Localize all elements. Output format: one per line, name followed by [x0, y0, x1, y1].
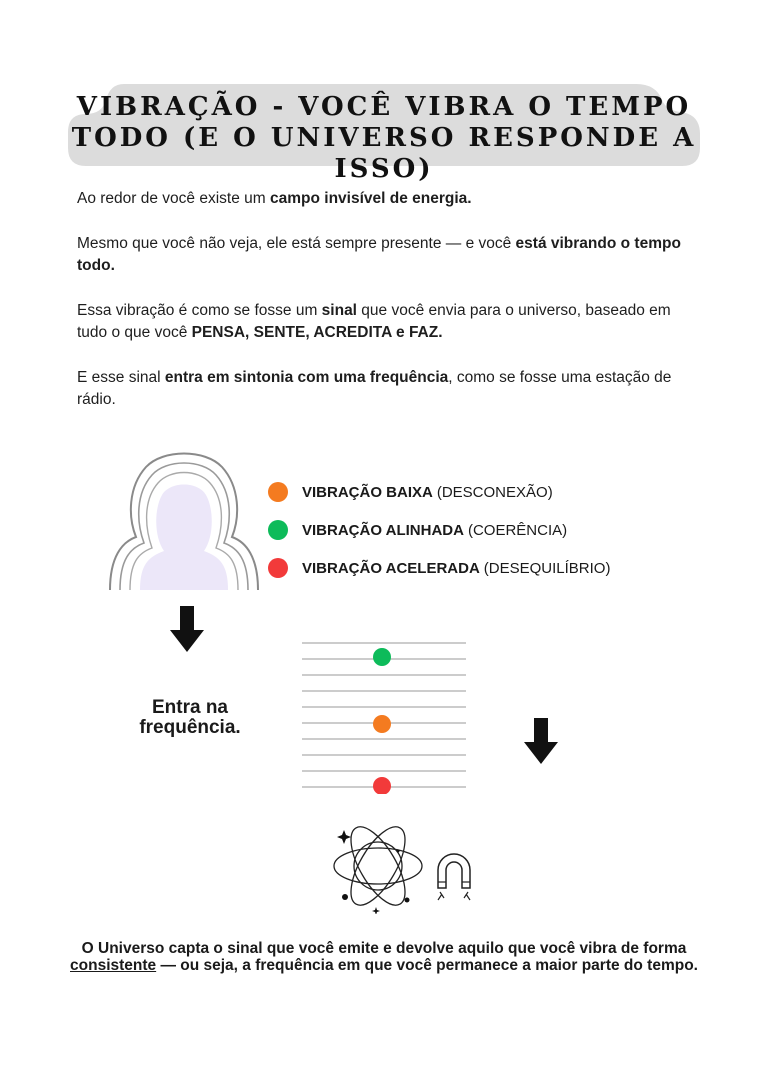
p1-text: Ao redor de você existe um	[77, 190, 270, 207]
p3-bold-acoes: PENSA, SENTE, ACREDITA e FAZ.	[191, 324, 443, 341]
p3-text-a: Essa vibração é como se fosse um	[77, 302, 322, 319]
page-title	[68, 92, 700, 185]
orange-dot-icon	[268, 482, 288, 502]
p4-bold: entra em sintonia com uma frequência	[164, 369, 449, 386]
green-dot-icon	[268, 520, 288, 540]
paragraph-vibrando	[77, 233, 697, 277]
p1-bold: campo invisível de energia.	[270, 190, 472, 207]
frequency-staff-icon	[302, 642, 468, 794]
orbit-icon	[330, 818, 426, 914]
footer-text-c: — ou seja, a frequência em que você permanece a maior parte do tempo.	[156, 957, 698, 974]
p2-text: Mesmo que você não veja, ele está sempre presente — e você	[77, 235, 516, 252]
entra-line-1: Entra na	[151, 697, 229, 718]
green-dot-icon	[373, 648, 391, 666]
magnet-icon	[432, 848, 476, 904]
p4-text-c: , como se fosse uma estação de rádio.	[77, 369, 672, 408]
red-dot-icon	[268, 558, 288, 578]
title-line-1: VIBRAÇÃO - VOCÊ VIBRA O TEMPO	[76, 92, 692, 122]
arrow-down-icon	[170, 606, 204, 652]
person-silhouette-icon	[108, 447, 260, 593]
legend-note: (DESCONEXÃO)	[436, 483, 553, 501]
paragraph-sinal	[77, 300, 697, 344]
p3-bold-sinal: sinal	[321, 302, 357, 319]
legend-label: VIBRAÇÃO ALINHADA	[302, 521, 464, 539]
paragraph-campo	[77, 188, 697, 210]
legend-label: VIBRAÇÃO BAIXA	[302, 483, 433, 501]
legend-item-alinhada	[268, 519, 567, 541]
legend-label: VIBRAÇÃO ACELERADA	[302, 559, 480, 577]
title-banner	[68, 84, 700, 184]
footer-underlined: consistente	[70, 957, 157, 974]
p3-text-c: que você envia para o universo, baseado em tudo o que você	[77, 302, 671, 341]
legend-note: (DESEQUILÍBRIO)	[483, 559, 611, 577]
paragraph-sintonia	[77, 367, 697, 411]
legend-item-baixa	[268, 481, 553, 503]
orange-dot-icon	[373, 715, 391, 733]
entra-line-2: frequência.	[139, 717, 241, 738]
footer-message	[70, 940, 698, 974]
red-dot-icon	[373, 777, 391, 794]
title-line-2: TODO (E O UNIVERSO RESPONDE A ISSO)	[71, 123, 697, 184]
p2-bold: está vibrando o tempo todo.	[77, 235, 681, 274]
legend-item-acelerada	[268, 557, 610, 579]
legend-note: (COERÊNCIA)	[467, 521, 568, 539]
footer-text-a: O Universo capta o sinal que você emite e devolve aquilo que você vibra de forma	[81, 940, 687, 957]
p4-text-a: E esse sinal	[77, 369, 165, 386]
arrow-down-icon	[524, 718, 558, 764]
entra-frequencia-label	[120, 698, 260, 738]
